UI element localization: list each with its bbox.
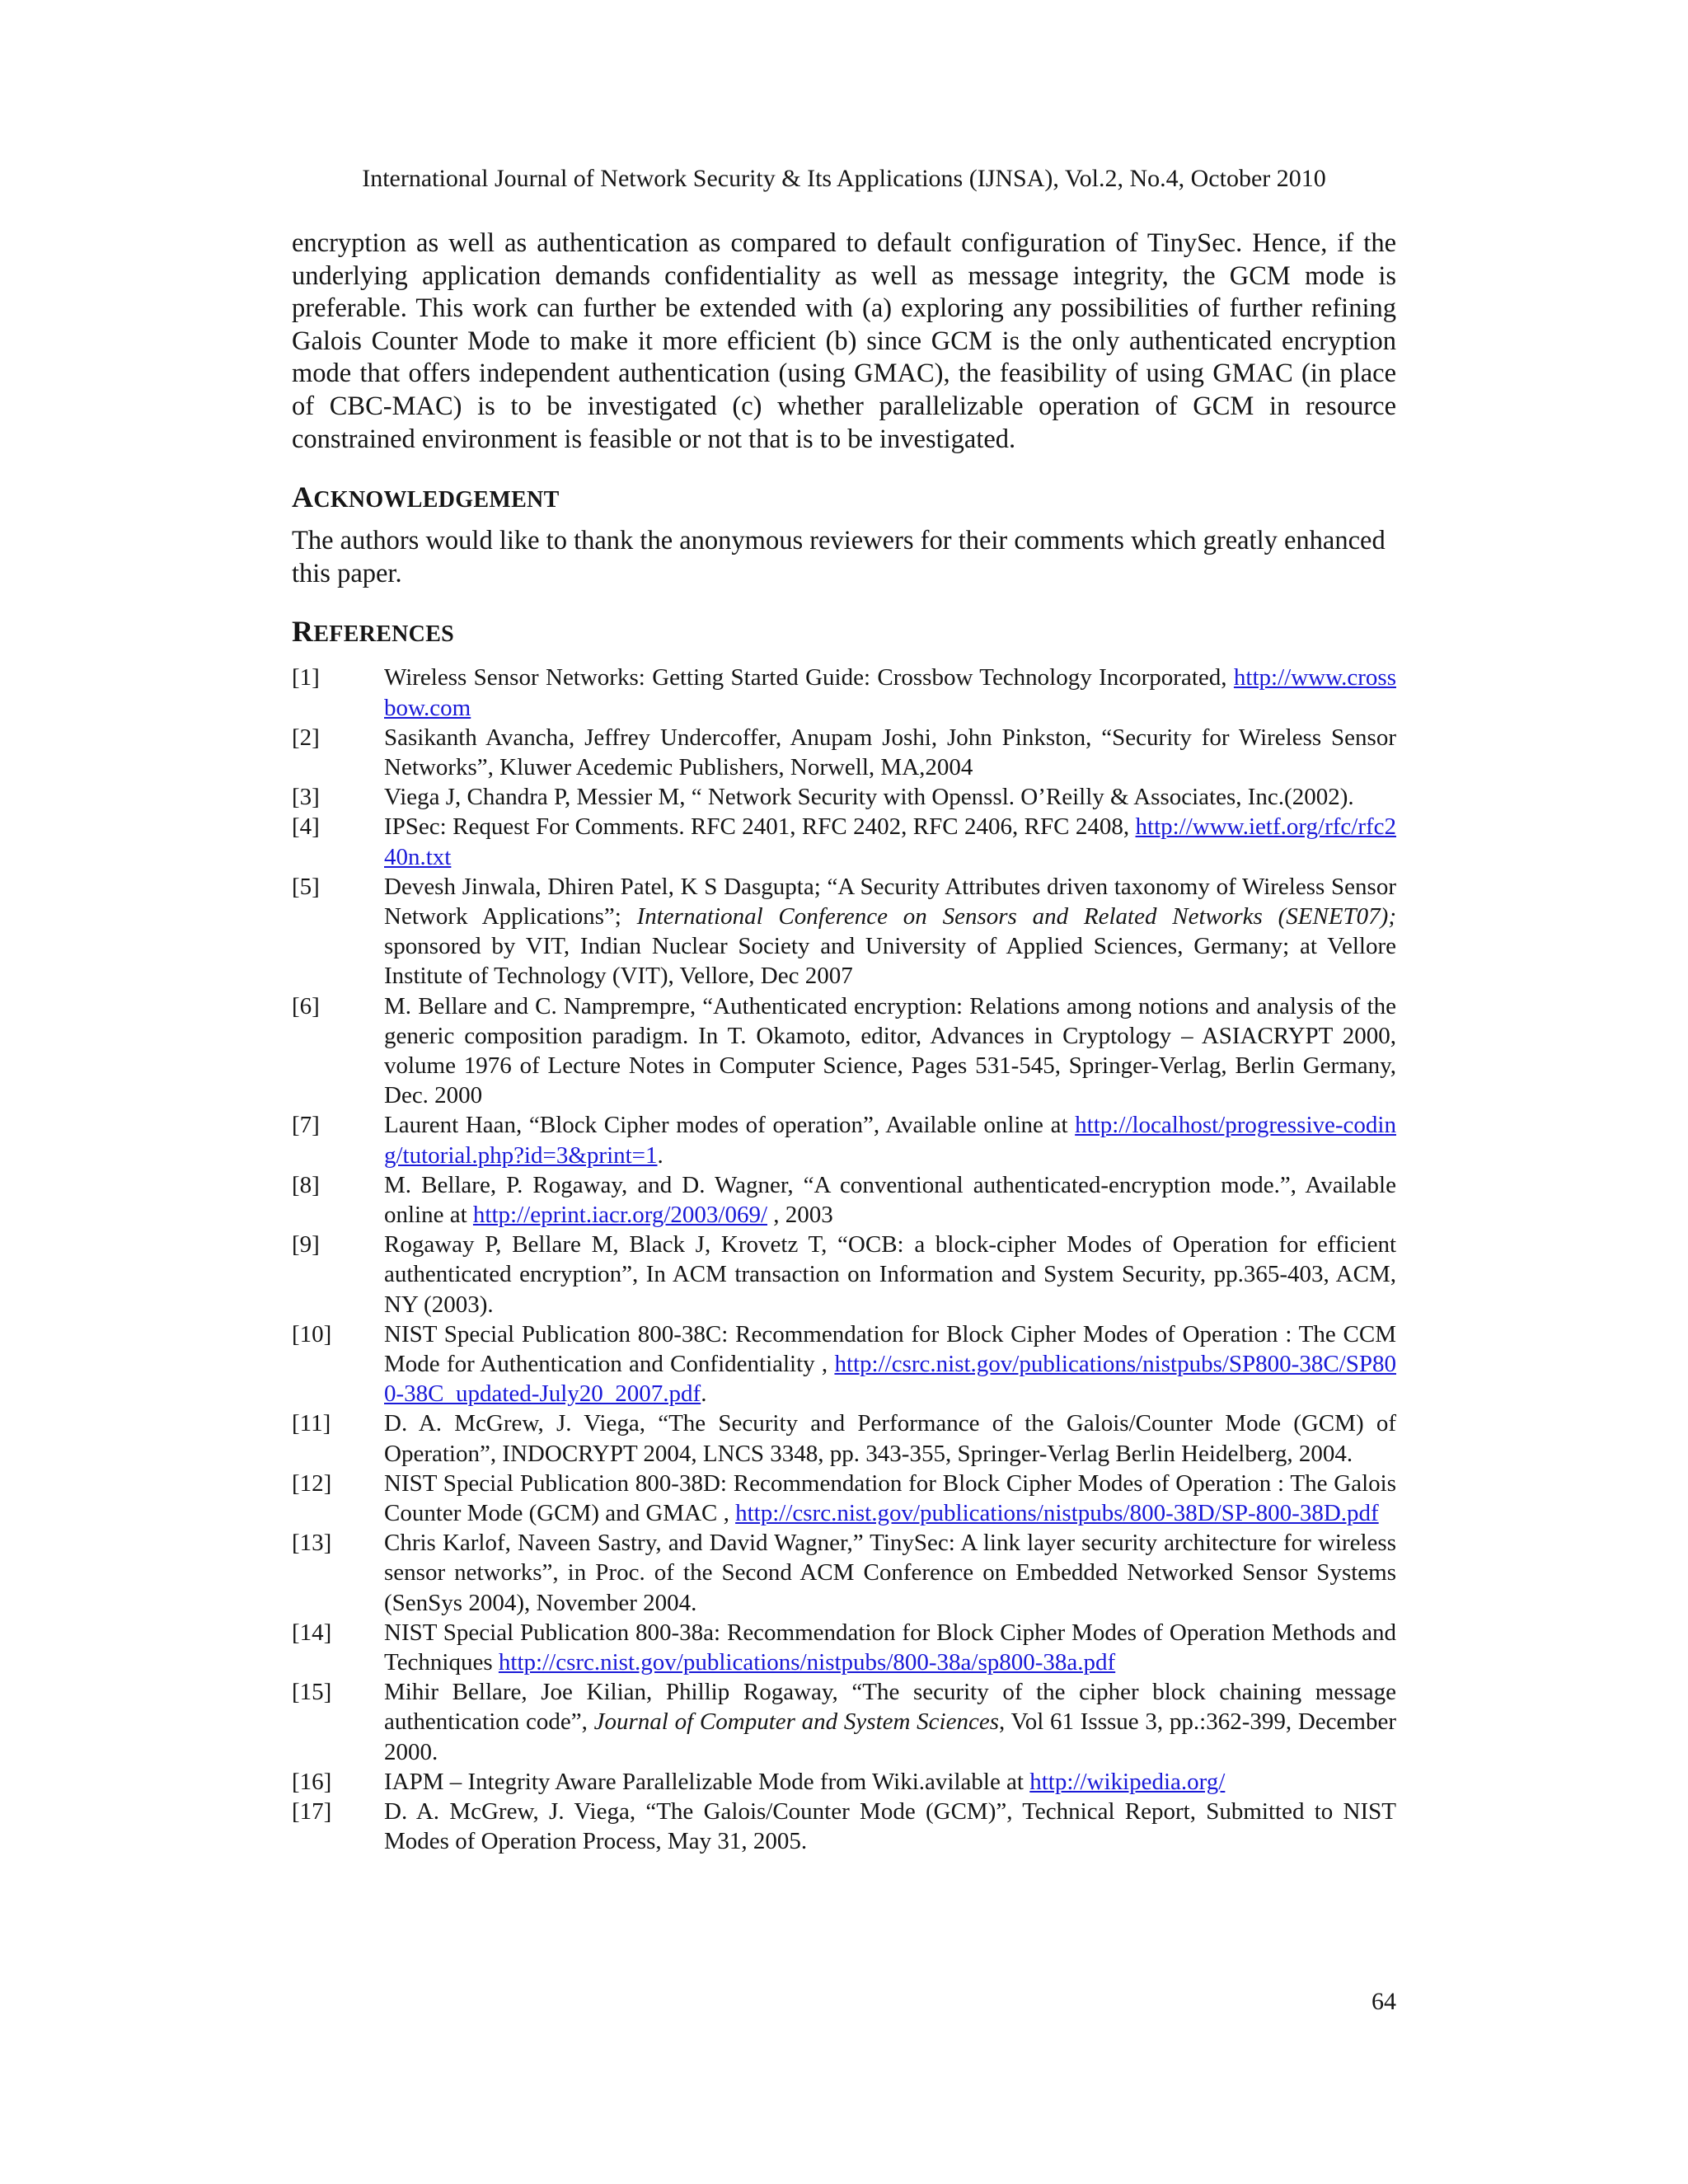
acknowledgement-heading-initial: A <box>292 480 314 514</box>
reference-body: NIST Special Publication 800-38D: Recommendation for Block Cipher Modes of Operation : The Galois Counter Mode (GCM) and GMAC , <box>384 1469 1396 1527</box>
reference-item <box>292 1618 1396 1677</box>
reference-text <box>384 1319 1396 1409</box>
reference-body: IPSec: Request For Comments. RFC 2401, RFC 2402, RFC 2406, RFC 2408, <box>384 813 1130 841</box>
reference-number: [12] <box>292 1469 332 1497</box>
reference-text <box>384 1767 1396 1797</box>
references-heading-rest: EFERENCES <box>313 621 455 648</box>
reference-link[interactable]: http://csrc.nist.gov/publications/nistpubs/800-38a/sp800-38a.pdf <box>498 1649 1116 1676</box>
reference-text <box>384 872 1396 991</box>
reference-text <box>384 663 1396 722</box>
reference-number: [3] <box>292 784 320 811</box>
reference-number: [5] <box>292 873 320 900</box>
reference-text <box>384 1677 1396 1767</box>
reference-item <box>292 1797 1396 1856</box>
reference-body: NIST Special Publication 800-38a: Recommendation for Block Cipher Modes of Operation Methods and Techniques <box>384 1619 1396 1676</box>
reference-item <box>292 1408 1396 1468</box>
reference-item <box>292 1230 1396 1319</box>
reference-link[interactable]: http://eprint.iacr.org/2003/069/ <box>472 1202 768 1228</box>
reference-number: [17] <box>292 1798 332 1825</box>
acknowledgement-heading <box>292 479 1396 518</box>
reference-text <box>384 1170 1396 1230</box>
running-header: International Journal of Network Security & Its Applications (IJNSA), Vol.2, No.4, October 2010 <box>362 165 1326 192</box>
reference-item <box>292 1469 1396 1528</box>
reference-item <box>292 723 1396 782</box>
reference-body: Mihir Bellare, Joe Kilian, Phillip Rogaway, “The security of the cipher block chaining message authentication code”, <box>384 1679 1396 1736</box>
reference-number: [8] <box>292 1171 320 1198</box>
acknowledgement-heading-rest: CKNOWLEDGEMENT <box>313 487 560 513</box>
reference-text: Viega J, Chandra P, Messier M, “ Network Security with Openssl. O’Reilly & Associates, Inc.(2002). <box>384 784 1354 811</box>
reference-item <box>292 812 1396 871</box>
intro-paragraph: encryption as well as authentication as compared to default configuration of TinySec. Hence, if the underlying application demands confidentiality as well as message integrity, the GCM mode is preferable. This work can further be extended with (a) exploring any possibilities of further refining Galois Counter Mode to make it more efficient (b) since GCM is the only authenticated encryption mode that offers independent authentication (using GMAC), the feasibility of using GMAC (in place of CBC-MAC) is to be investigated (c) whether parallelizable operation of GCM in resource constrained environment is feasible or not that is to be investigated. <box>292 228 1396 454</box>
reference-number: [2] <box>292 724 320 751</box>
reference-text: Chris Karlof, Naveen Sastry, and David Wagner,” TinySec: A link layer security architecture for wireless sensor networks”, in Proc. of the Second ACM Conference on Embedded Networked Sensor Systems (SenSys 2004), November 2004. <box>384 1530 1396 1616</box>
reference-venue: International Conference on Sensors and Related Networks (SENET07); <box>636 902 1396 930</box>
reference-text: D. A. McGrew, J. Viega, “The Galois/Counter Mode (GCM)”, Technical Report, Submitted to NIST Modes of Operation Process, May 31, 2005. <box>384 1798 1396 1855</box>
reference-text <box>384 1469 1396 1528</box>
reference-number: [7] <box>292 1112 320 1139</box>
reference-venue: Journal of Computer and System Sciences <box>593 1708 1000 1736</box>
reference-link[interactable]: http://wikipedia.org/ <box>1029 1768 1226 1795</box>
reference-item <box>292 1110 1396 1169</box>
reference-body: Wireless Sensor Networks: Getting Started Guide: Crossbow Technology Incorporated, <box>384 664 1227 691</box>
reference-list <box>292 663 1396 1856</box>
reference-item <box>292 1767 1396 1797</box>
references-heading <box>292 613 1396 653</box>
reference-number: [1] <box>292 664 320 691</box>
reference-item <box>292 782 1396 812</box>
reference-text <box>384 1110 1396 1169</box>
reference-link[interactable]: http://localhost/progressive-coding/tutorial.php?id=3&print=1 <box>384 1112 1396 1169</box>
reference-text: M. Bellare and C. Namprempre, “Authenticated encryption: Relations among notions and analysis of the generic composition paradigm. In T. Okamoto, editor, Advances in Cryptology – ASIACRYPT 2000, volume 1976 of Lecture Notes in Computer Science, Pages 531-545, Springer-Verlag, Berlin Germany, Dec. 2000 <box>384 992 1396 1109</box>
reference-text: Rogaway P, Bellare M, Black J, Krovetz T, “OCB: a block-cipher Modes of Operation for efficient authenticated encryption”, In ACM transaction on Information and System Security, pp.365-403, ACM, NY (2003). <box>384 1231 1396 1318</box>
reference-number: [4] <box>292 813 320 841</box>
reference-number: [14] <box>292 1619 332 1646</box>
reference-number: [9] <box>292 1231 320 1258</box>
main-content <box>292 227 1396 1856</box>
reference-text: D. A. McGrew, J. Viega, “The Security and Performance of the Galois/Counter Mode (GCM) of Operation”, INDOCRYPT 2004, LNCS 3348, pp. 343-355, Springer-Verlag Berlin Heidelberg, 2004. <box>384 1410 1396 1467</box>
reference-item <box>292 1170 1396 1230</box>
acknowledgement-text: The authors would like to thank the anonymous reviewers for their comments which greatly enhanced this paper. <box>292 526 1386 588</box>
reference-item <box>292 663 1396 722</box>
reference-tail: . <box>701 1380 707 1408</box>
reference-item <box>292 1677 1396 1767</box>
reference-number: [16] <box>292 1768 332 1795</box>
reference-tail: , 2003 <box>767 1202 833 1228</box>
reference-item <box>292 1528 1396 1618</box>
reference-link[interactable]: http://csrc.nist.gov/publications/nistpubs/SP800-38C/SP800-38C_updated-July20_2007.pdf <box>384 1351 1396 1408</box>
reference-link[interactable]: http://www.ietf.org/rfc/rfc240n.txt <box>384 813 1397 870</box>
reference-link[interactable]: http://csrc.nist.gov/publications/nistpubs/800-38D/SP-800-38D.pdf <box>735 1500 1379 1527</box>
reference-text <box>384 812 1396 871</box>
reference-body-continued: , Vol 61 Isssue 3, pp.:362-399, December 2000. <box>384 1708 1396 1765</box>
reference-number: [11] <box>292 1410 331 1437</box>
reference-number: [13] <box>292 1530 332 1557</box>
reference-body: M. Bellare, P. Rogaway, and D. Wagner, “A conventional authenticated-encryption mode.”, Available online at <box>384 1171 1396 1228</box>
reference-number: [6] <box>292 992 320 1019</box>
reference-body: Laurent Haan, “Block Cipher modes of operation”, Available online at <box>384 1112 1068 1139</box>
reference-body-continued: sponsored by VIT, Indian Nuclear Society and University of Applied Sciences, Germany; at Vellore Institute of Technology (VIT), Vellore, Dec 2007 <box>384 933 1396 990</box>
reference-number: [15] <box>292 1679 332 1706</box>
references-heading-initial: R <box>292 615 314 649</box>
reference-item <box>292 1319 1396 1409</box>
reference-item <box>292 991 1396 1111</box>
reference-item <box>292 872 1396 991</box>
reference-link[interactable]: http://www.crossbow.com <box>384 664 1396 721</box>
reference-text: Sasikanth Avancha, Jeffrey Undercoffer, Anupam Joshi, John Pinkston, “Security for Wireless Sensor Networks”, Kluwer Acedemic Publishers, Norwell, MA,2004 <box>384 724 1396 780</box>
reference-tail: . <box>657 1141 663 1169</box>
reference-body: IAPM – Integrity Aware Parallelizable Mode from Wiki.avilable at <box>384 1768 1024 1795</box>
reference-text <box>384 1618 1396 1677</box>
reference-number: [10] <box>292 1320 332 1347</box>
reference-body: Devesh Jinwala, Dhiren Patel, K S Dasgupta; “A Security Attributes driven taxonomy of Wireless Sensor Network Applications”; <box>384 873 1396 930</box>
page-number: 64 <box>1372 1988 1396 2015</box>
reference-body: NIST Special Publication 800-38C: Recommendation for Block Cipher Modes of Operation : The CCM Mode for Authentication and Confidentiality , <box>384 1320 1396 1378</box>
